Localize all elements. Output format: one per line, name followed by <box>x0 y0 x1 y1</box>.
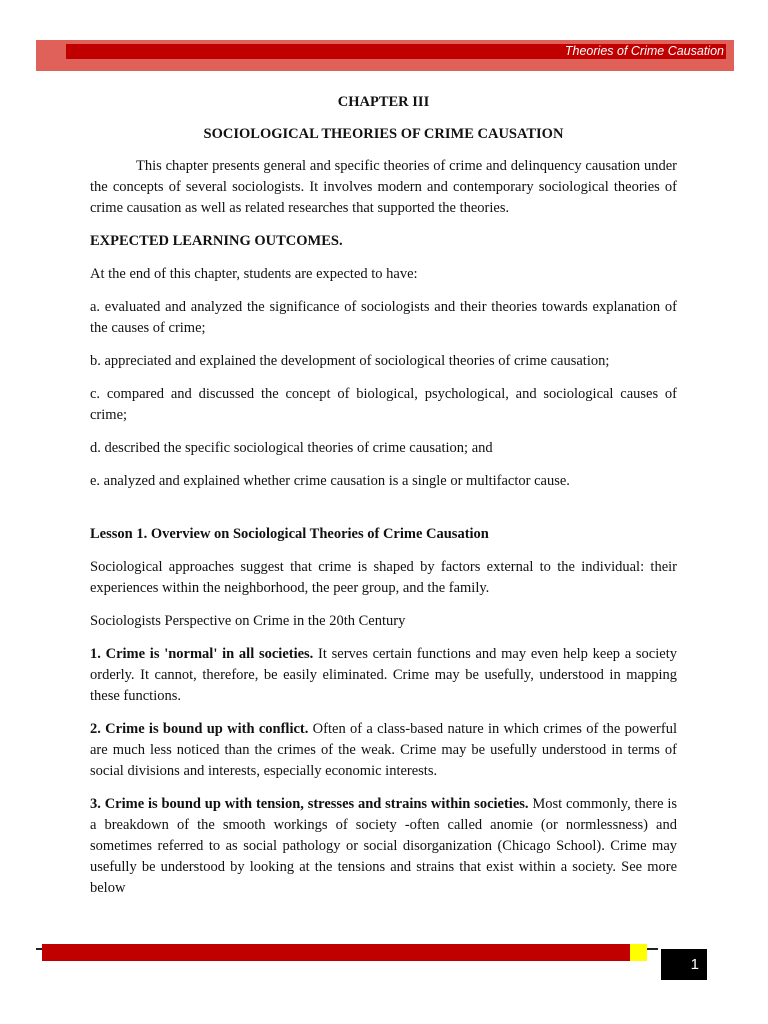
footer-bar <box>42 944 632 961</box>
perspective-point <box>90 719 677 782</box>
outcome-item: e. analyzed and explained whether crime causation is a single or multifactor cause. <box>90 473 570 489</box>
outcome-item: d. described the specific sociological theories of crime causation; and <box>90 440 493 456</box>
point-text: Often of a class-based nature in which crimes of the powerful are much less noticed than the crimes of the weak. Crime may be usefully understood in terms of social divisions and interests, especially economic interests. <box>90 721 677 779</box>
running-header-title: Theories of Crime Causation <box>564 44 724 58</box>
point-lead: 2. Crime is bound up with conflict. <box>90 721 309 737</box>
point-lead: 1. Crime is 'normal' in all societies. <box>90 646 314 662</box>
page-content <box>90 92 677 911</box>
outcome-item: a. evaluated and analyzed the significance of sociologists and their theories towards explanation of the causes of crime; <box>90 299 677 336</box>
outcomes-lead: At the end of this chapter, students are expected to have: <box>90 266 418 282</box>
outcome-item: b. appreciated and explained the development of sociological theories of crime causation; <box>90 353 610 369</box>
point-text: It serves certain functions and may even help keep a society orderly. It cannot, therefore, be easily eliminated. Crime may be usefully, understood in mapping these functions. <box>90 646 677 704</box>
lesson-title: Lesson 1. Overview on Sociological Theories of Crime Causation <box>90 526 489 542</box>
point-text: Most commonly, there is a breakdown of the smooth workings of society -often called anomie (or normlessness) and sometimes referred to as social pathology or social disorganization (Chicago School). Crime may usefully be understood by looking at the tensions and strains that exist within a society. See more below <box>90 796 677 896</box>
lesson-subheading: Sociologists Perspective on Crime in the 20th Century <box>90 613 406 629</box>
header-bar <box>66 44 726 59</box>
perspective-point <box>90 794 677 899</box>
intro-paragraph: This chapter presents general and specific theories of crime and delinquency causation under the concepts of several sociologists. It involves modern and contemporary sociological theories of crime causation as well as related researches that supported the theories. <box>90 158 677 216</box>
footer-marker <box>630 944 647 961</box>
outcome-item: c. compared and discussed the concept of biological, psychological, and sociological causes of crime; <box>90 386 677 423</box>
header-band <box>36 40 734 71</box>
point-lead: 3. Crime is bound up with tension, stresses and strains within societies. <box>90 796 529 812</box>
chapter-heading: CHAPTER III <box>337 94 430 110</box>
page-number: 1 <box>661 949 707 980</box>
chapter-title: SOCIOLOGICAL THEORIES OF CRIME CAUSATION <box>203 126 564 142</box>
perspective-point <box>90 644 677 707</box>
outcomes-heading: EXPECTED LEARNING OUTCOMES. <box>90 233 343 249</box>
lesson-paragraph: Sociological approaches suggest that crime is shaped by factors external to the individual: their experiences within the neighborhood, the peer group, and the family. <box>90 559 677 596</box>
